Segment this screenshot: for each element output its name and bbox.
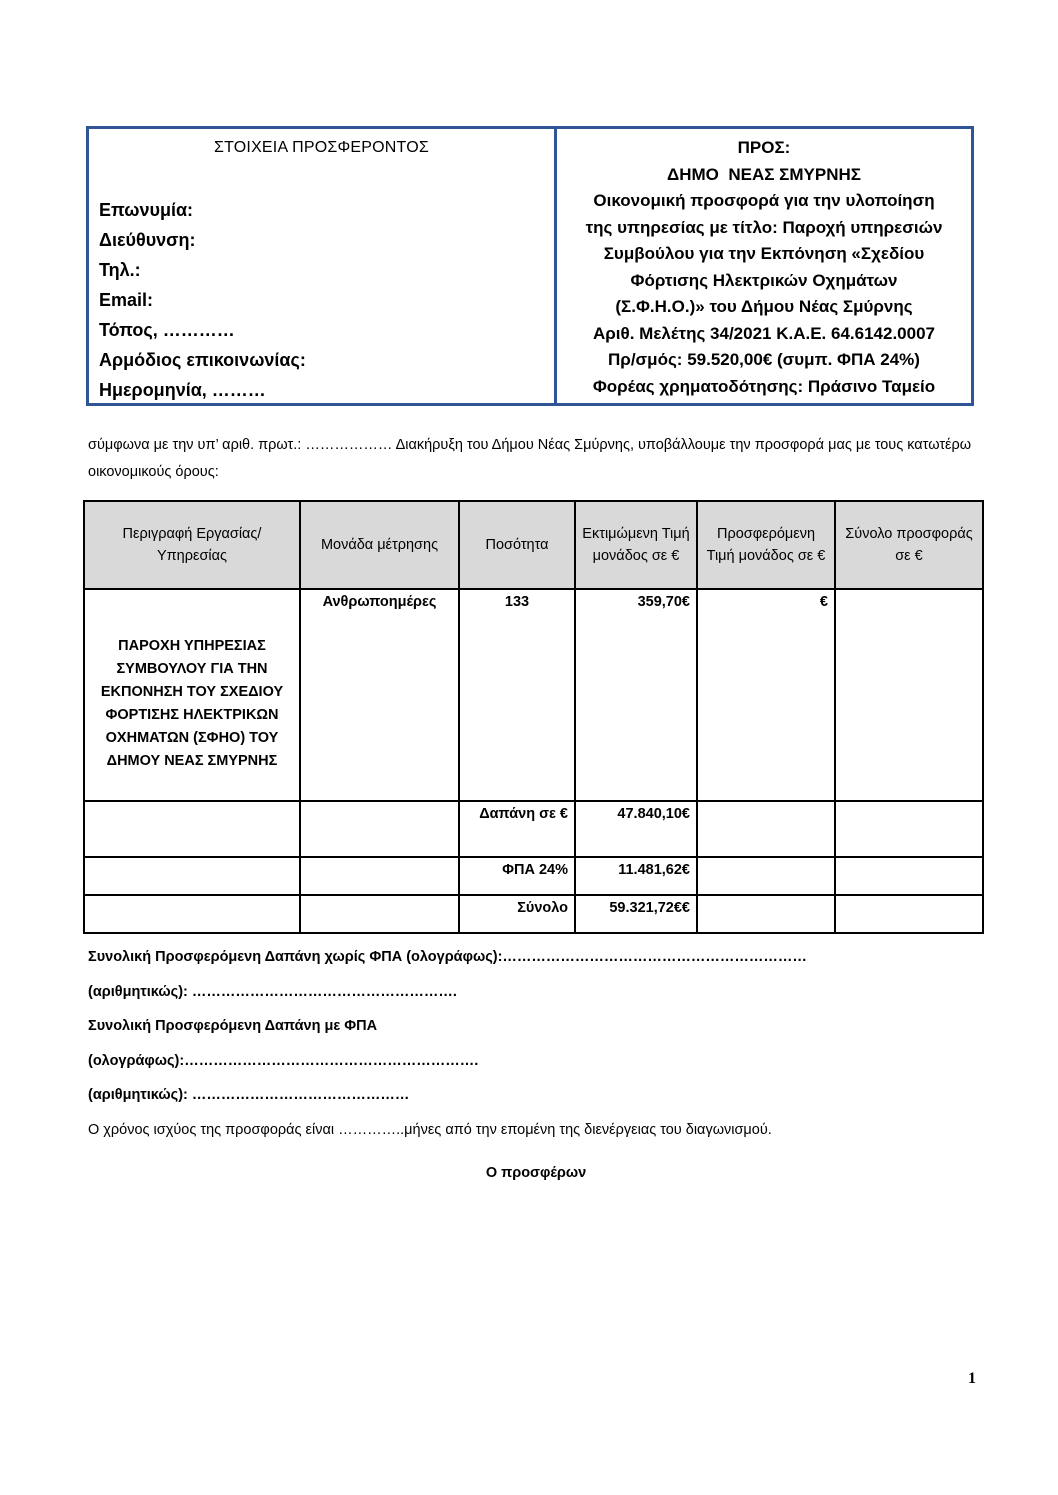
cell-offered-total[interactable] — [697, 895, 835, 933]
cell-unit: Ανθρωποημέρες — [300, 589, 459, 801]
cell-vat-label: ΦΠΑ 24% — [459, 857, 575, 895]
cell-expense-label: Δαπάνη σε € — [459, 801, 575, 857]
recipient-line: (Σ.Φ.Η.Ο.)» του Δήμου Νέας Σμύρνης — [615, 297, 913, 316]
signer-label: Ο προσφέρων — [485, 1165, 587, 1181]
field-place: Τόπος, ………… — [99, 320, 235, 340]
recipient-line: ΠΡΟΣ: — [737, 138, 791, 157]
col-header-unit: Μονάδα μέτρησης — [300, 501, 459, 589]
cell-offered-expense[interactable] — [697, 801, 835, 857]
total-no-vat-words-line[interactable]: Συνολική Προσφερόμενη Δαπάνη χωρίς ΦΠΑ (ολογράφως):……………………………………………………… — [88, 949, 807, 965]
recipient-line: Φορέας χρηματοδότησης: Πράσινο Ταμείο — [592, 376, 936, 396]
cell-empty — [84, 895, 300, 933]
cell-expense-value: 47.840,10€ — [575, 801, 697, 857]
cell-offered-vat[interactable] — [697, 857, 835, 895]
intro-paragraph: σύμφωνα με την υπ’ αριθ. πρωτ.: ……………… Διακήρυξη του Δήμου Νέας Σμύρνης, υποβάλλουμε την προσφορά μας με τους κατωτέρω οικονομικούς όρους: — [88, 437, 972, 480]
recipient-line: Αριθ. Μελέτης 34/2021 Κ.Α.Ε. 64.6142.0007 — [593, 323, 935, 343]
page-number: 1 — [968, 1370, 976, 1387]
offeror-title: ΣΤΟΙΧΕΙΑ ΠΡΟΣΦΕΡΟΝΤΟΣ — [214, 139, 429, 156]
recipient-line: Πρ/σμός: 59.520,00€ (συμπ. ΦΠΑ 24%) — [608, 350, 920, 369]
recipient-line: της υπηρεσίας με τίτλο: Παροχή υπηρεσιών — [585, 217, 943, 237]
recipient-line: ΔΗΜΟ ΝΕΑΣ ΣΜΥΡΝΗΣ — [667, 164, 861, 184]
cell-estimated-price: 359,70€ — [575, 589, 697, 801]
cell-empty — [84, 801, 300, 857]
col-header-total-offer: Σύνολο προσφοράς σε € — [835, 501, 983, 589]
col-header-estimated-price: Εκτιμώμενη Τιμή μονάδος σε € — [575, 501, 697, 589]
field-contact-person: Αρμόδιος επικοινωνίας: — [99, 350, 306, 370]
cell-total-label: Σύνολο — [459, 895, 575, 933]
field-phone: Τηλ.: — [99, 260, 141, 280]
field-date: Ημερομηνία, ……… — [99, 380, 266, 400]
cell-vat-value: 11.481,62€ — [575, 857, 697, 895]
cell-quantity: 133 — [459, 589, 575, 801]
cell-grand-total[interactable] — [835, 895, 983, 933]
header-box — [86, 126, 974, 406]
cell-empty — [84, 857, 300, 895]
table-row-expense — [84, 801, 983, 857]
recipient-panel — [557, 129, 971, 403]
recipient-line: Συμβούλου για την Εκπόνηση «Σχεδίου — [603, 244, 925, 263]
field-company-name: Επωνυμία: — [99, 200, 194, 220]
cell-total-value: 59.321,72€€ — [575, 895, 697, 933]
table-row-total — [84, 895, 983, 933]
cell-total-offer[interactable] — [835, 589, 983, 801]
recipient-line: Οικονομική προσφορά για την υλοποίηση — [593, 191, 935, 210]
offer-table — [83, 500, 984, 934]
field-email: Email: — [99, 290, 154, 310]
cell-empty — [300, 895, 459, 933]
table-header-row — [84, 501, 983, 589]
offeror-details-panel — [89, 129, 557, 403]
total-with-vat-numeric-line[interactable]: (αριθμητικώς): ……………………………………… — [88, 1087, 410, 1103]
total-with-vat-words-line[interactable]: (ολογράφως):……………………………………………………. — [88, 1052, 479, 1069]
validity-line[interactable]: Ο χρόνος ισχύος της προσφοράς είναι …………..μήνες από την επομένη της διενέργειας του διαγωνισμού. — [88, 1121, 772, 1138]
fill-in-section — [88, 940, 978, 1147]
cell-total-vat[interactable] — [835, 857, 983, 895]
table-row-vat — [84, 857, 983, 895]
field-address: Διεύθυνση: — [99, 230, 196, 250]
table-row — [84, 589, 983, 801]
col-header-description: Περιγραφή Εργασίας/ Υπηρεσίας — [84, 501, 300, 589]
cell-empty — [300, 801, 459, 857]
total-with-vat-label: Συνολική Προσφερόμενη Δαπάνη με ΦΠΑ — [88, 1018, 378, 1034]
col-header-offered-price: Προσφερόμενη Τιμή μονάδος σε € — [697, 501, 835, 589]
cell-description: ΠΑΡΟΧΗ ΥΠΗΡΕΣΙΑΣ ΣΥΜΒΟΥΛΟΥ ΓΙΑ ΤΗΝ ΕΚΠΟΝΗΣΗ ΤΟΥ ΣΧΕΔΙΟΥ ΦΟΡΤΙΣΗΣ ΗΛΕΚΤΡΙΚΩΝ ΟΧΗΜΑΤΩΝ (ΣΦΗΟ) ΤΟΥ ΔΗΜΟΥ ΝΕΑΣ ΣΜΥΡΝΗΣ — [84, 589, 300, 801]
cell-empty — [300, 857, 459, 895]
col-header-quantity: Ποσότητα — [459, 501, 575, 589]
total-no-vat-numeric-line[interactable]: (αριθμητικώς): ………………………………………………. — [88, 983, 457, 1000]
cell-offered-price[interactable]: € — [697, 589, 835, 801]
cell-total-expense[interactable] — [835, 801, 983, 857]
recipient-line: Φόρτισης Ηλεκτρικών Οχημάτων — [630, 270, 898, 290]
